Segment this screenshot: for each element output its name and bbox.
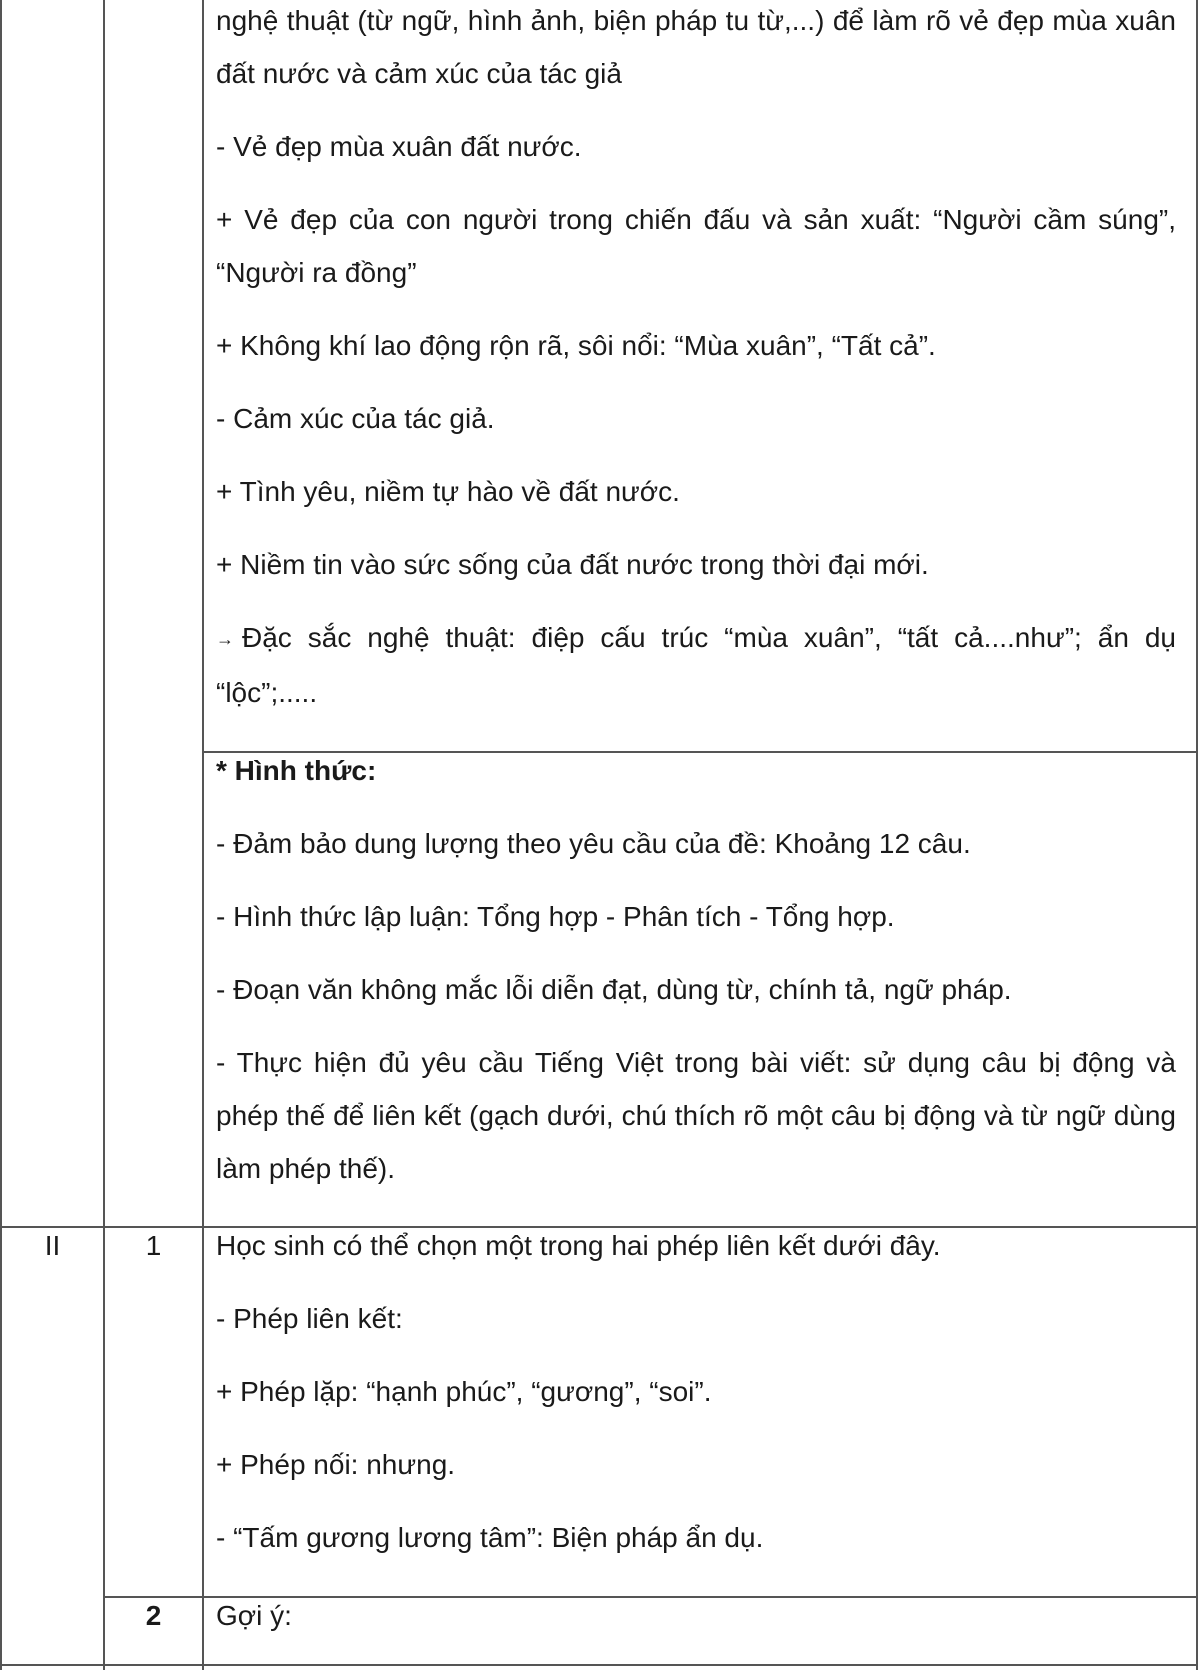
form-paragraph: - Hình thức lập luận: Tổng hợp - Phân tích - Tổng hợp. bbox=[216, 901, 895, 932]
form-paragraph: - Thực hiện đủ yêu cầu Tiếng Việt trong bài viết: sử dụng câu bị động và phép thế để liên kết (gạch dưới, chú thích rõ một câu bị động và từ ngữ dùng làm phép thế). bbox=[216, 1047, 1176, 1184]
content-cell-item-1 bbox=[204, 1219, 1194, 1564]
item-2-text: Gợi ý: bbox=[216, 1600, 292, 1631]
item-1-paragraph: + Phép nối: nhưng. bbox=[216, 1449, 456, 1480]
table-border-right bbox=[1196, 0, 1198, 1670]
item-1-paragraph: - “Tấm gương lương tâm”: Biện pháp ẩn dụ. bbox=[216, 1522, 764, 1553]
form-paragraph: - Đảm bảo dung lượng theo yêu cầu của đề: Khoảng 12 câu. bbox=[216, 828, 971, 859]
item-1-paragraph: Học sinh có thể chọn một trong hai phép liên kết dưới đây. bbox=[216, 1230, 941, 1261]
content-cell-analysis bbox=[204, 0, 1194, 719]
item-1-paragraph: - Phép liên kết: bbox=[216, 1303, 403, 1334]
content-cell-form bbox=[204, 744, 1194, 1195]
conclusion-text: Đặc sắc nghệ thuật: điệp cấu trúc “mùa xuân”, “tất cả....như”; ẩn dụ “lộc”;..... bbox=[216, 622, 1176, 709]
analysis-paragraph: + Không khí lao động rộn rã, sôi nổi: “Mùa xuân”, “Tất cả”. bbox=[216, 330, 936, 361]
analysis-paragraph: + Vẻ đẹp của con người trong chiến đấu và sản xuất: “Người cầm súng”, “Người ra đồng” bbox=[216, 204, 1176, 288]
analysis-conclusion bbox=[216, 611, 1176, 719]
content-cell-item-2 bbox=[204, 1589, 1194, 1642]
form-heading: * Hình thức: bbox=[216, 755, 377, 786]
analysis-paragraph: - Vẻ đẹp mùa xuân đất nước. bbox=[216, 131, 582, 162]
item-number-2: 2 bbox=[145, 1600, 162, 1631]
arrow-right-icon: → bbox=[216, 629, 234, 650]
section-label: II bbox=[44, 1230, 61, 1261]
analysis-paragraph: + Niềm tin vào sức sống của đất nước trong thời đại mới. bbox=[216, 549, 929, 580]
analysis-paragraph: + Tình yêu, niềm tự hào về đất nước. bbox=[216, 476, 680, 507]
form-paragraph: - Đoạn văn không mắc lỗi diễn đạt, dùng từ, chính tả, ngữ pháp. bbox=[216, 974, 1012, 1005]
table-divider-col1 bbox=[103, 0, 105, 1670]
table-border-left bbox=[0, 0, 2, 1670]
analysis-paragraph: - Cảm xúc của tác giả. bbox=[216, 403, 495, 434]
item-number-1: 1 bbox=[145, 1230, 162, 1261]
item-1-paragraph: + Phép lặp: “hạnh phúc”, “gương”, “soi”. bbox=[216, 1376, 712, 1407]
table-border-bottom bbox=[0, 1664, 1198, 1666]
analysis-paragraph: nghệ thuật (từ ngữ, hình ảnh, biện pháp tu từ,...) để làm rõ vẻ đẹp mùa xuân đất nước và cảm xúc của tác giả bbox=[216, 5, 1176, 89]
